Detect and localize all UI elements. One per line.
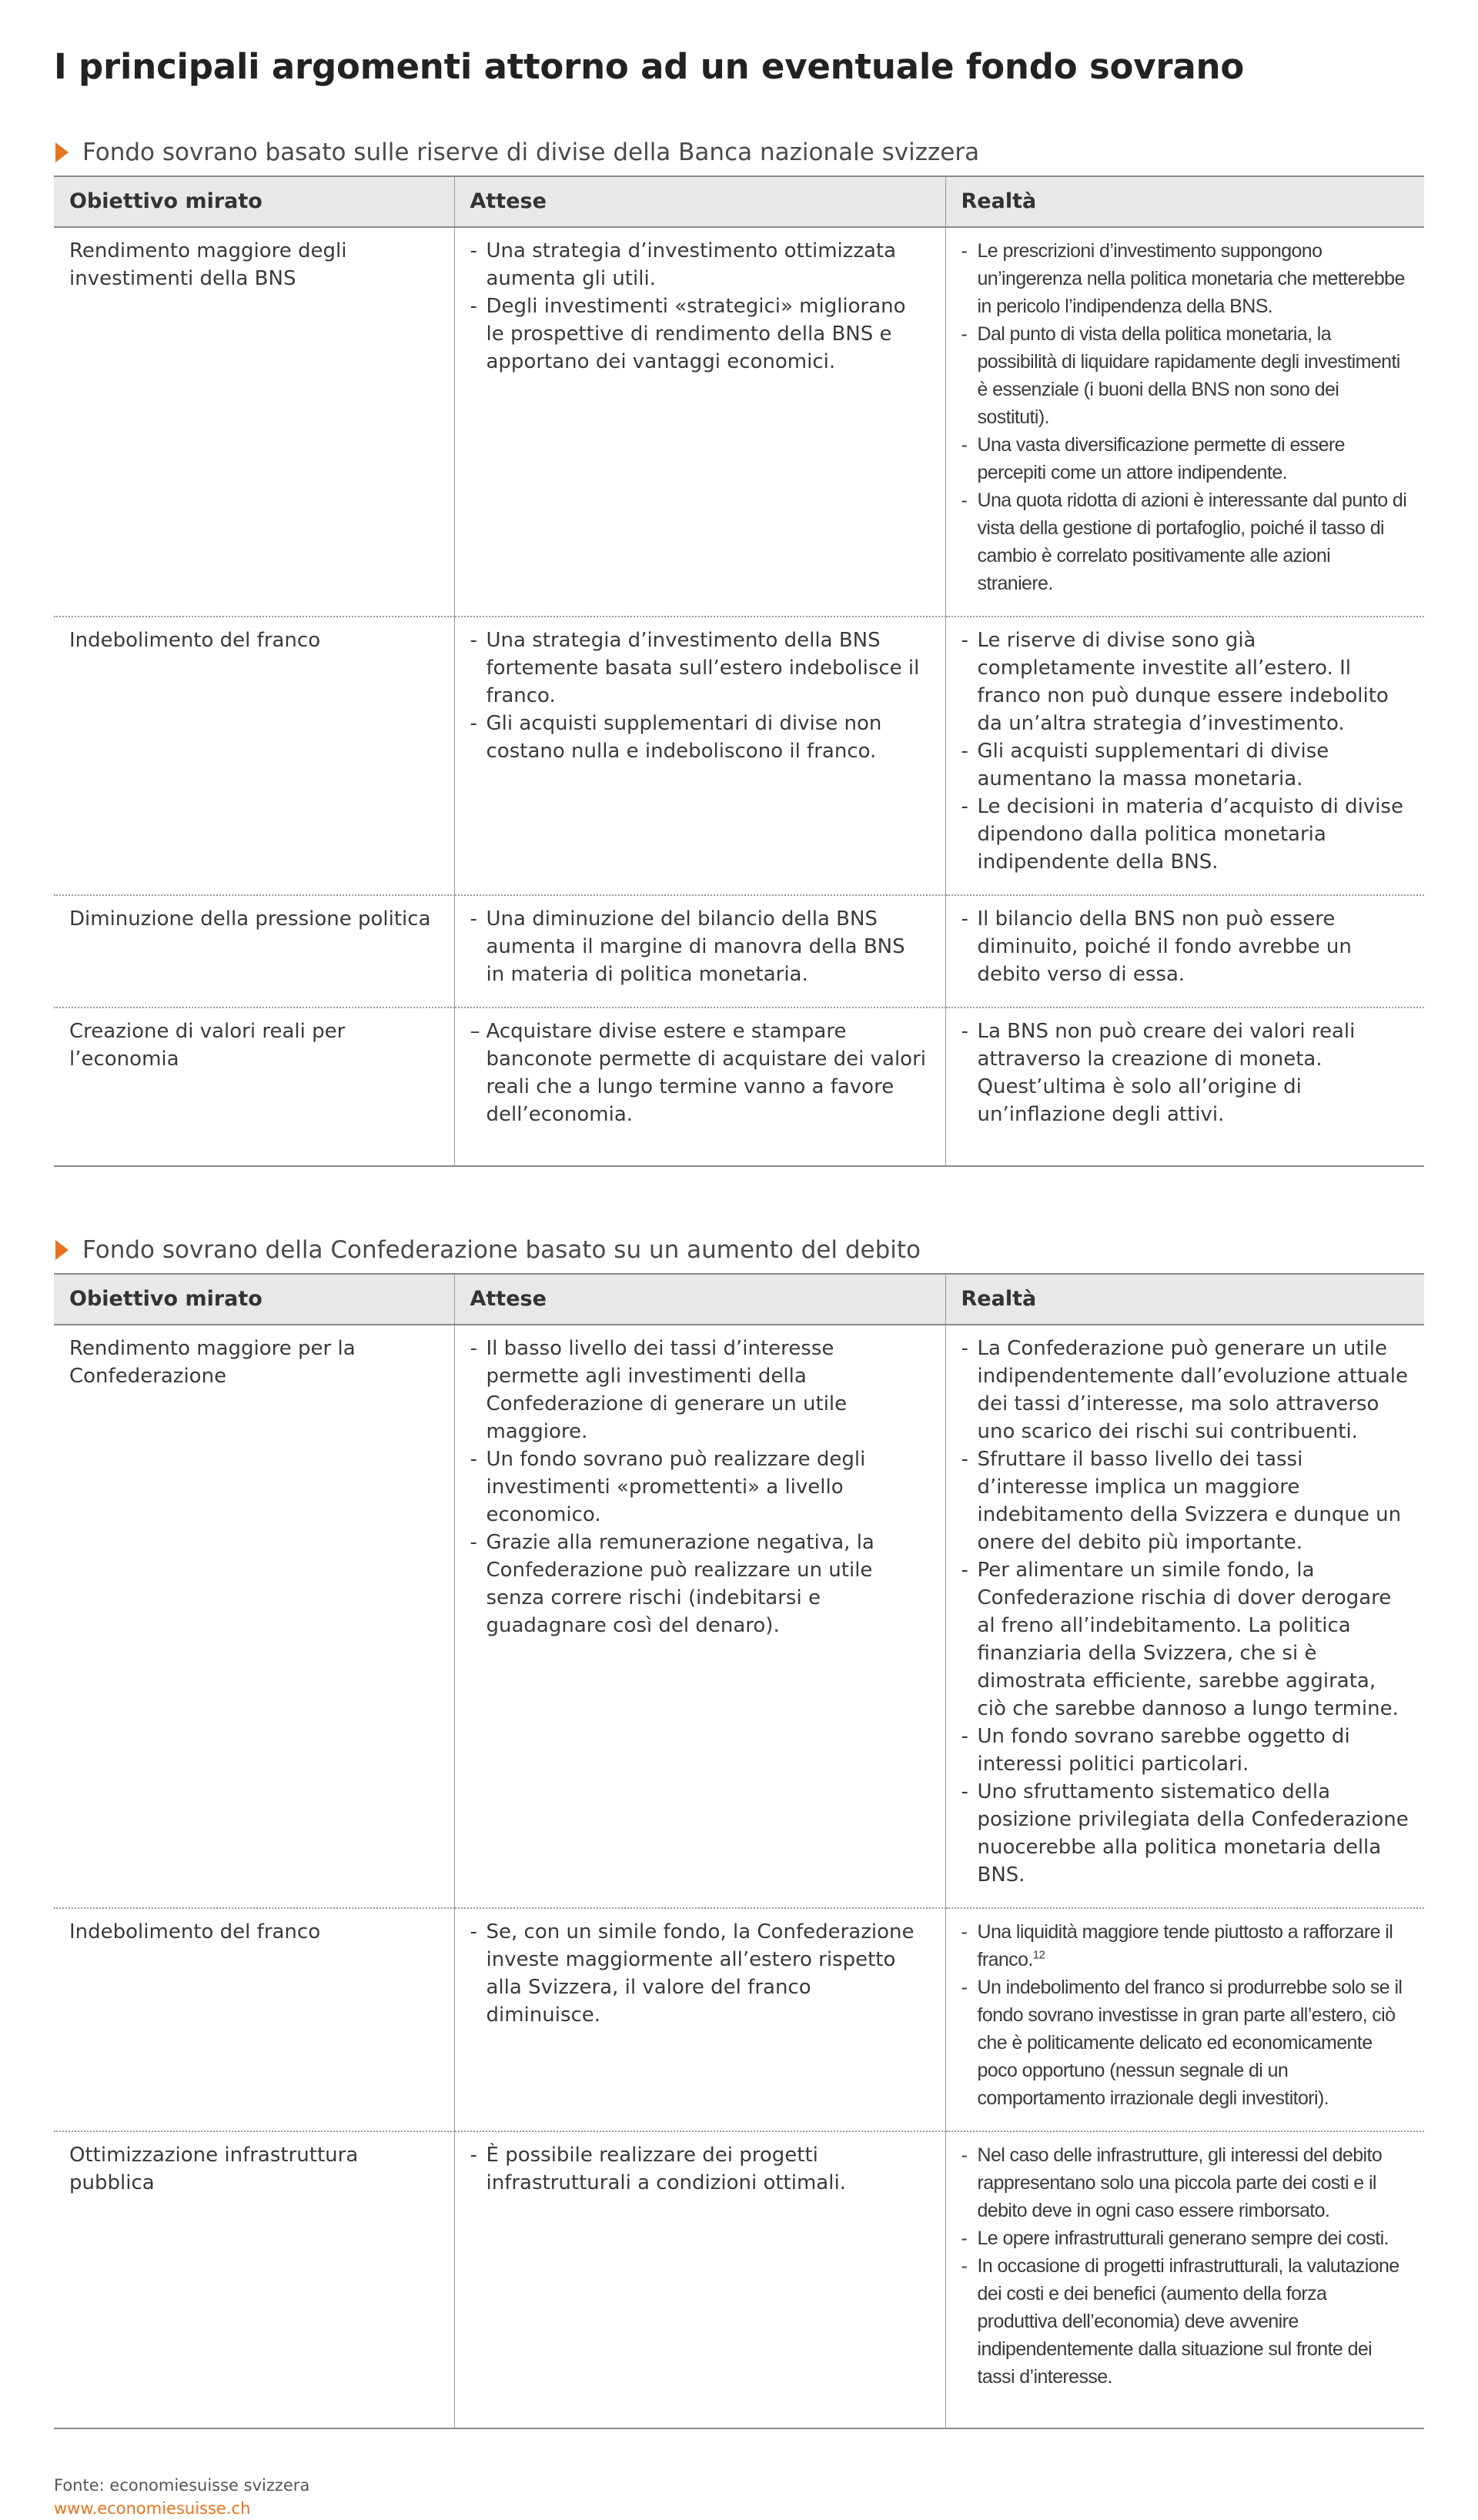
list-item: - Sfruttare il basso livello dei tassi d’interesse implica un maggiore indebitamento della Svizzera e dunque un onere del debito più importante.	[961, 1445, 1409, 1556]
footnote-marker: 12	[1032, 1948, 1045, 1962]
list-item: - La BNS non può creare dei valori reali attraverso la creazione di moneta. Quest’ultima è solo all’origine di un’inflazione degli attivi.	[961, 1018, 1409, 1128]
list-item: - Un fondo sovrano sarebbe oggetto di interessi politici particolari.	[961, 1723, 1409, 1778]
list-item: - Grazie alla remunerazione negativa, la Confederazione può realizzare un utile senza correre rischi (indebitarsi e guadagnare così del denaro).	[470, 1529, 930, 1639]
table-header-row	[54, 1274, 1424, 1325]
list-item: - In occasione di progetti infrastrutturali, la valutazione dei costi e dei benefici (aumento della forza produttiva dell’economia) deve avvenire indipendentemente dalla situazione sul fronte dei tassi d’interesse.	[961, 2252, 1409, 2391]
column-header-objective: Obiettivo mirato	[69, 1287, 262, 1311]
list-item: - Una diminuzione del bilancio della BNS aumenta il margine di manovra della BNS in materia di politica monetaria.	[470, 905, 930, 988]
reality-cell	[945, 1908, 1424, 2131]
reality-cell	[945, 617, 1424, 895]
list-item: - Le decisioni in materia d’acquisto di divise dipendono dalla politica monetaria indipendente della BNS.	[961, 793, 1409, 876]
arguments-table-confederation	[54, 1273, 1424, 2429]
list-item: - Per alimentare un simile fondo, la Confederazione rischia di dover derogare al freno all’indebitamento. La politica finanziaria della Svizzera, che si è dimostrata efficiente, sarebbe aggirata, ciò che sarebbe dannoso a lungo termine.	[961, 1556, 1409, 1723]
list-item: - Le riserve di divise sono già completamente investite all’estero. Il franco non può dunque essere indebolito da un’altra strategia d’investimento.	[961, 627, 1409, 737]
footer	[54, 2474, 1424, 2520]
table-row	[54, 227, 1424, 617]
list-item: - Degli investimenti «strategici» migliorano le prospettive di rendimento della BNS e apportano dei vantaggi economici.	[470, 292, 930, 376]
list-item: - Un indebolimento del franco si produrrebbe solo se il fondo sovrano investisse in gran parte all’estero, ciò che è politicamente delicato ed economicamente poco opportuno (nessun segnale di un comportamento irrazionale degli investitori).	[961, 1974, 1409, 2112]
list-item: - Il basso livello dei tassi d’interesse permette agli investimenti della Confederazione di generare un utile maggiore.	[470, 1335, 930, 1445]
column-header-reality: Realtà	[945, 176, 1424, 227]
list-item: - Le opere infrastrutturali generano sempre dei costi.	[961, 2224, 1409, 2252]
list-item: - Una quota ridotta di azioni è interessante dal punto di vista della gestione di portafoglio, poiché il tasso di cambio è correlato positivamente alle azioni straniere.	[961, 486, 1409, 597]
table-row	[54, 2131, 1424, 2428]
table-row	[54, 1325, 1424, 1908]
objective-cell: Rendimento maggiore per la Confederazione	[69, 1337, 356, 1388]
page-title: I principali argomenti attorno ad un eventuale fondo sovrano	[54, 46, 1245, 87]
section-heading-text: Fondo sovrano della Confederazione basato su un aumento del debito	[82, 1236, 921, 1264]
arguments-table-bns	[54, 175, 1424, 1167]
list-item-text: Una liquidità maggiore tende piuttosto a rafforzare il franco.	[977, 1921, 1393, 1970]
source-link[interactable]: www.economiesuisse.ch	[54, 2499, 251, 2518]
expectations-cell	[454, 895, 945, 1008]
objective-cell: Ottimizzazione infrastruttura pubblica	[54, 2131, 454, 2428]
triangle-arrow-icon	[55, 142, 69, 162]
list-item: - Gli acquisti supplementari di divise aumentano la massa monetaria.	[961, 737, 1409, 793]
section-heading	[54, 1227, 1424, 1273]
table-row	[54, 1908, 1424, 2131]
list-item: - La Confederazione può generare un utile indipendentemente dall’evoluzione attuale dei tassi d’interesse, ma solo attraverso uno scarico dei rischi sui contribuenti.	[961, 1335, 1409, 1445]
expectations-cell	[454, 227, 945, 617]
column-header-objective: Obiettivo mirato	[69, 189, 262, 213]
list-item: - Se, con un simile fondo, la Confederazione investe maggiormente all’estero rispetto alla Svizzera, il valore del franco diminuisce.	[470, 1918, 930, 2029]
reality-cell	[945, 2131, 1424, 2428]
list-item: - Dal punto di vista della politica monetaria, la possibilità di liquidare rapidamente degli investimenti è essenziale (i buoni della BNS non sono dei sostituti).	[961, 320, 1409, 431]
objective-cell: Rendimento maggiore degli investimenti della BNS	[69, 239, 347, 290]
table-row	[54, 1008, 1424, 1166]
list-item: - Gli acquisti supplementari di divise non costano nulla e indeboliscono il franco.	[470, 710, 930, 765]
expectations-cell	[454, 2131, 945, 2428]
objective-cell: Indebolimento del franco	[54, 617, 454, 895]
reality-cell	[945, 1008, 1424, 1166]
table-row	[54, 617, 1424, 895]
list-item	[961, 1918, 1409, 1974]
list-item: - Il bilancio della BNS non può essere diminuito, poiché il fondo avrebbe un debito verso di essa.	[961, 905, 1409, 988]
column-header-reality: Realtà	[945, 1274, 1424, 1325]
list-item: - Una strategia d’investimento della BNS fortemente basata sull’estero indebolisce il franco.	[470, 627, 930, 710]
column-header-expectations: Attese	[454, 1274, 945, 1325]
section-heading-text: Fondo sovrano basato sulle riserve di divise della Banca nazionale svizzera	[82, 139, 980, 166]
reality-cell	[945, 1325, 1424, 1908]
list-item: - È possibile realizzare dei progetti infrastrutturali a condizioni ottimali.	[470, 2141, 930, 2197]
table-header-row	[54, 176, 1424, 227]
section-heading	[54, 129, 1424, 175]
list-item: – Acquistare divise estere e stampare banconote permette di acquistare dei valori reali che a lungo termine vanno a favore dell’economia.	[470, 1018, 930, 1128]
objective-cell: Diminuzione della pressione politica	[54, 895, 454, 1008]
expectations-cell	[454, 617, 945, 895]
expectations-cell	[454, 1008, 945, 1166]
objective-cell: Indebolimento del franco	[54, 1908, 454, 2131]
list-item: - Un fondo sovrano può realizzare degli investimenti «promettenti» a livello economico.	[470, 1445, 930, 1529]
source-note: Fonte: economiesuisse svizzera	[54, 2476, 310, 2495]
column-header-expectations: Attese	[454, 176, 945, 227]
table-row	[54, 895, 1424, 1008]
reality-cell	[945, 895, 1424, 1008]
list-item: - Una strategia d’investimento ottimizzata aumenta gli utili.	[470, 237, 930, 292]
list-item: - Una vasta diversificazione permette di essere percepiti come un attore indipendente.	[961, 431, 1409, 486]
triangle-arrow-icon	[55, 1240, 69, 1260]
reality-cell	[945, 227, 1424, 617]
expectations-cell	[454, 1325, 945, 1908]
list-item: - Le prescrizioni d’investimento suppongono un’ingerenza nella politica monetaria che metterebbe in pericolo l’indipendenza della BNS.	[961, 237, 1409, 320]
list-item: - Nel caso delle infrastrutture, gli interessi del debito rappresentano solo una piccola parte dei costi e il debito deve in ogni caso essere rimborsato.	[961, 2141, 1409, 2224]
expectations-cell	[454, 1908, 945, 2131]
objective-cell: Creazione di valori reali per l’economia	[54, 1008, 454, 1166]
list-item: - Uno sfruttamento sistematico della posizione privilegiata della Confederazione nuocerebbe alla politica monetaria della BNS.	[961, 1778, 1409, 1889]
